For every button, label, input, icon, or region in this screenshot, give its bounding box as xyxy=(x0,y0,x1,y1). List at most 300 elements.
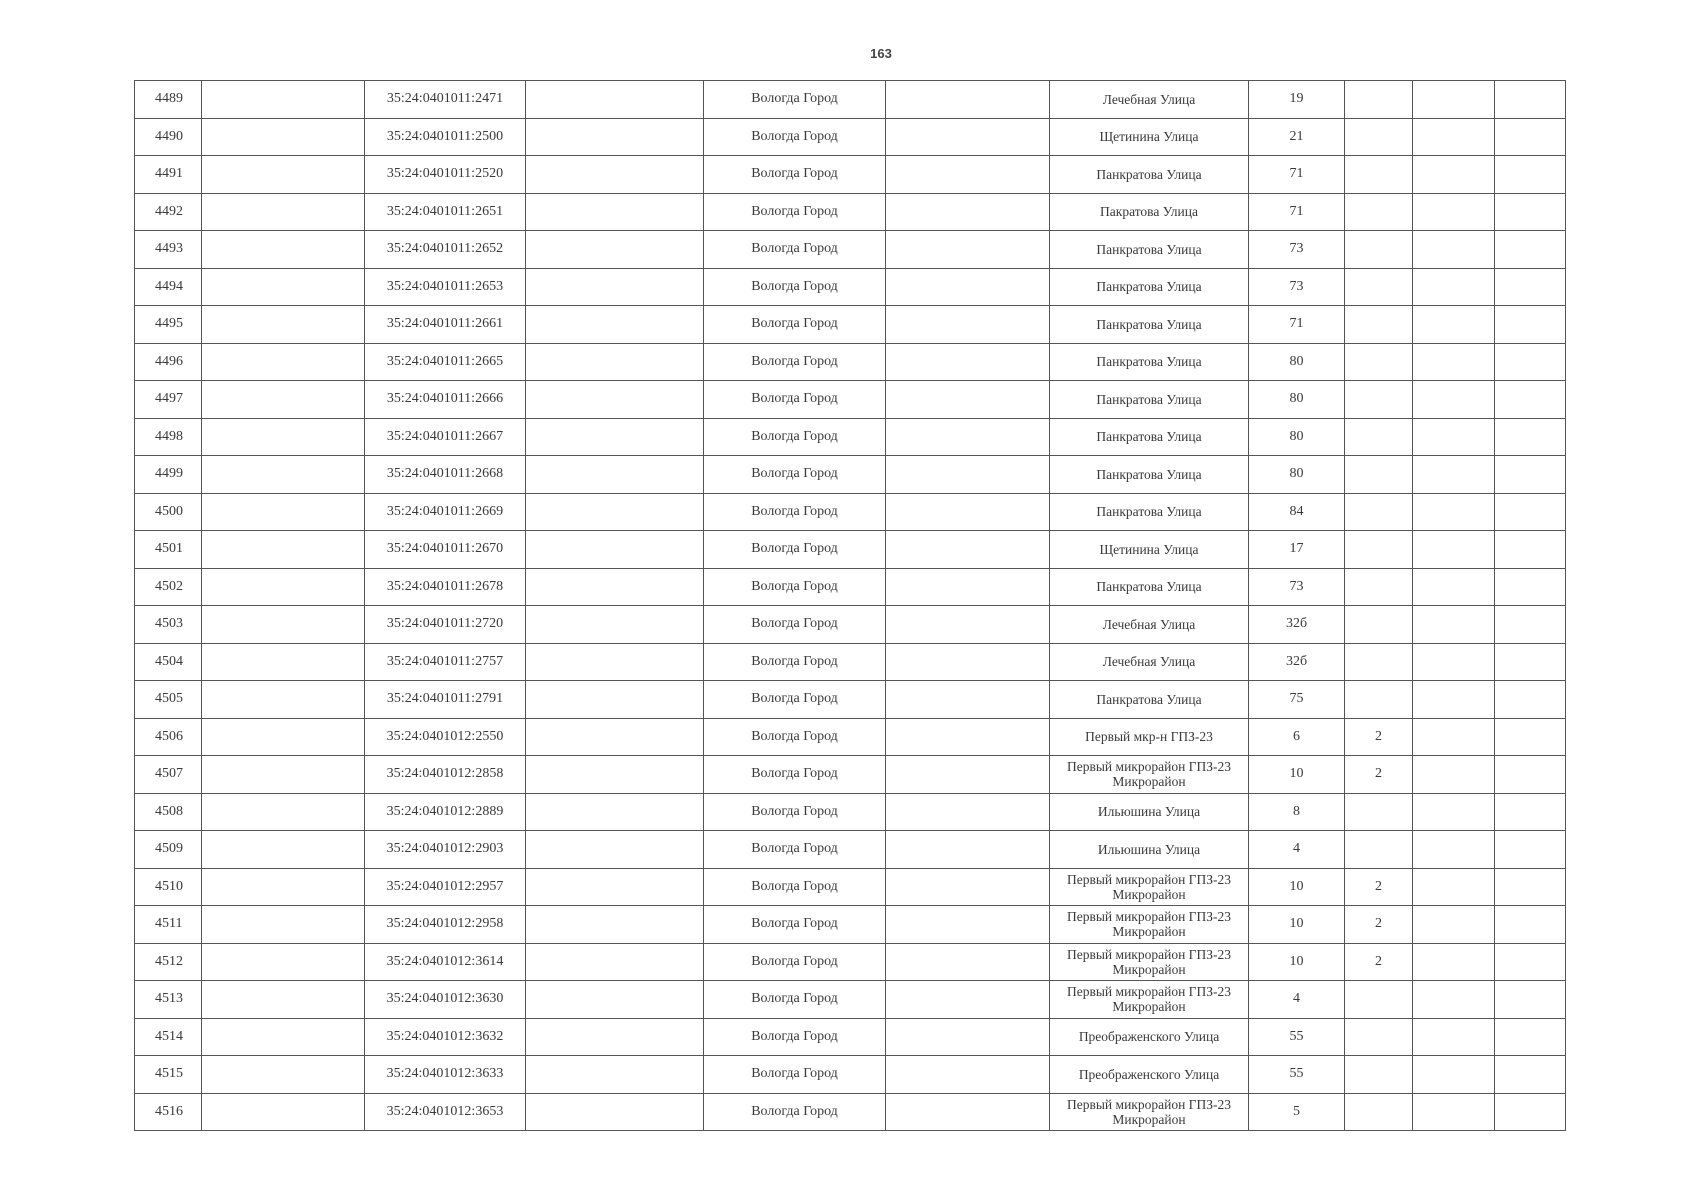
street-cell: Панкратова Улица xyxy=(1050,268,1249,306)
row-number-cell: 4489 xyxy=(135,81,202,119)
street-cell: Панкратова Улица xyxy=(1050,456,1249,494)
empty-cell xyxy=(1495,381,1566,419)
empty-cell xyxy=(1413,756,1495,794)
empty-cell xyxy=(1413,343,1495,381)
house-number-cell: 17 xyxy=(1249,531,1345,569)
empty-cell xyxy=(1495,418,1566,456)
table-row xyxy=(135,643,1566,681)
empty-cell xyxy=(1413,306,1495,344)
table-row xyxy=(135,381,1566,419)
empty-cell xyxy=(526,531,704,569)
locality-cell: Вологда Город xyxy=(704,831,886,869)
row-number-cell: 4508 xyxy=(135,793,202,831)
building-number-cell xyxy=(1345,193,1413,231)
row-number-cell: 4509 xyxy=(135,831,202,869)
empty-cell xyxy=(526,831,704,869)
row-number-cell: 4510 xyxy=(135,868,202,906)
empty-cell xyxy=(1495,118,1566,156)
empty-cell xyxy=(202,1056,365,1094)
locality-cell: Вологда Город xyxy=(704,81,886,119)
empty-cell xyxy=(526,1056,704,1094)
empty-cell xyxy=(526,381,704,419)
empty-cell xyxy=(1413,118,1495,156)
empty-cell xyxy=(202,756,365,794)
building-number-cell: 2 xyxy=(1345,756,1413,794)
cadastral-number-cell: 35:24:0401012:2550 xyxy=(365,718,526,756)
house-number-cell: 84 xyxy=(1249,493,1345,531)
row-number-cell: 4514 xyxy=(135,1018,202,1056)
empty-cell xyxy=(1495,943,1566,981)
empty-cell xyxy=(202,643,365,681)
cadastral-number-cell: 35:24:0401011:2757 xyxy=(365,643,526,681)
empty-cell xyxy=(886,268,1050,306)
building-number-cell xyxy=(1345,231,1413,269)
empty-cell xyxy=(202,493,365,531)
locality-cell: Вологда Город xyxy=(704,268,886,306)
empty-cell xyxy=(1495,643,1566,681)
empty-cell xyxy=(1495,81,1566,119)
empty-cell xyxy=(886,81,1050,119)
cadastral-number-cell: 35:24:0401011:2670 xyxy=(365,531,526,569)
locality-cell: Вологда Город xyxy=(704,868,886,906)
locality-cell: Вологда Город xyxy=(704,943,886,981)
empty-cell xyxy=(1495,718,1566,756)
row-number-cell: 4504 xyxy=(135,643,202,681)
empty-cell xyxy=(526,118,704,156)
empty-cell xyxy=(1413,868,1495,906)
empty-cell xyxy=(1495,868,1566,906)
street-cell: Щетинина Улица xyxy=(1050,118,1249,156)
house-number-cell: 32б xyxy=(1249,606,1345,644)
locality-cell: Вологда Город xyxy=(704,156,886,194)
table-row xyxy=(135,193,1566,231)
empty-cell xyxy=(1495,306,1566,344)
empty-cell xyxy=(526,493,704,531)
empty-cell xyxy=(202,943,365,981)
locality-cell: Вологда Город xyxy=(704,1056,886,1094)
house-number-cell: 73 xyxy=(1249,268,1345,306)
table-row xyxy=(135,568,1566,606)
locality-cell: Вологда Город xyxy=(704,118,886,156)
empty-cell xyxy=(886,531,1050,569)
building-number-cell xyxy=(1345,606,1413,644)
empty-cell xyxy=(202,381,365,419)
locality-cell: Вологда Город xyxy=(704,381,886,419)
empty-cell xyxy=(202,568,365,606)
street-cell: Панкратова Улица xyxy=(1050,493,1249,531)
empty-cell xyxy=(526,718,704,756)
cadastral-number-cell: 35:24:0401011:2667 xyxy=(365,418,526,456)
empty-cell xyxy=(1413,381,1495,419)
empty-cell xyxy=(886,981,1050,1019)
empty-cell xyxy=(202,831,365,869)
empty-cell xyxy=(1495,531,1566,569)
house-number-cell: 6 xyxy=(1249,718,1345,756)
empty-cell xyxy=(886,1018,1050,1056)
street-cell: Панкратова Улица xyxy=(1050,418,1249,456)
empty-cell xyxy=(202,81,365,119)
house-number-cell: 10 xyxy=(1249,943,1345,981)
empty-cell xyxy=(202,418,365,456)
registry-table xyxy=(134,80,1566,1131)
empty-cell xyxy=(1413,531,1495,569)
empty-cell xyxy=(1413,831,1495,869)
locality-cell: Вологда Город xyxy=(704,456,886,494)
street-cell: Первый микрорайон ГПЗ-23 Микрорайон xyxy=(1050,906,1249,944)
empty-cell xyxy=(526,793,704,831)
empty-cell xyxy=(526,193,704,231)
cadastral-number-cell: 35:24:0401012:3630 xyxy=(365,981,526,1019)
empty-cell xyxy=(526,681,704,719)
locality-cell: Вологда Город xyxy=(704,1093,886,1131)
street-cell: Первый микрорайон ГПЗ-23 Микрорайон xyxy=(1050,1093,1249,1131)
empty-cell xyxy=(1413,718,1495,756)
street-cell: Лечебная Улица xyxy=(1050,606,1249,644)
empty-cell xyxy=(886,793,1050,831)
empty-cell xyxy=(886,156,1050,194)
house-number-cell: 71 xyxy=(1249,306,1345,344)
row-number-cell: 4506 xyxy=(135,718,202,756)
row-number-cell: 4511 xyxy=(135,906,202,944)
cadastral-number-cell: 35:24:0401011:2500 xyxy=(365,118,526,156)
empty-cell xyxy=(1495,1093,1566,1131)
empty-cell xyxy=(526,306,704,344)
row-number-cell: 4491 xyxy=(135,156,202,194)
table-row xyxy=(135,1056,1566,1094)
table-row xyxy=(135,681,1566,719)
row-number-cell: 4493 xyxy=(135,231,202,269)
building-number-cell xyxy=(1345,493,1413,531)
house-number-cell: 4 xyxy=(1249,831,1345,869)
street-cell: Первый микрорайон ГПЗ-23 Микрорайон xyxy=(1050,981,1249,1019)
table-row xyxy=(135,868,1566,906)
building-number-cell xyxy=(1345,531,1413,569)
empty-cell xyxy=(1413,1018,1495,1056)
street-cell: Первый мкр-н ГПЗ-23 xyxy=(1050,718,1249,756)
empty-cell xyxy=(202,681,365,719)
empty-cell xyxy=(886,193,1050,231)
empty-cell xyxy=(1413,1093,1495,1131)
cadastral-number-cell: 35:24:0401011:2652 xyxy=(365,231,526,269)
house-number-cell: 4 xyxy=(1249,981,1345,1019)
empty-cell xyxy=(1495,981,1566,1019)
building-number-cell: 2 xyxy=(1345,868,1413,906)
building-number-cell xyxy=(1345,456,1413,494)
empty-cell xyxy=(1495,906,1566,944)
house-number-cell: 55 xyxy=(1249,1056,1345,1094)
empty-cell xyxy=(526,606,704,644)
building-number-cell xyxy=(1345,1093,1413,1131)
building-number-cell xyxy=(1345,118,1413,156)
empty-cell xyxy=(202,268,365,306)
house-number-cell: 55 xyxy=(1249,1018,1345,1056)
street-cell: Панкратова Улица xyxy=(1050,343,1249,381)
empty-cell xyxy=(1495,231,1566,269)
row-number-cell: 4503 xyxy=(135,606,202,644)
street-cell: Первый микрорайон ГПЗ-23 Микрорайон xyxy=(1050,756,1249,794)
cadastral-number-cell: 35:24:0401011:2651 xyxy=(365,193,526,231)
table-row xyxy=(135,306,1566,344)
empty-cell xyxy=(202,906,365,944)
building-number-cell: 2 xyxy=(1345,906,1413,944)
street-cell: Лечебная Улица xyxy=(1050,643,1249,681)
empty-cell xyxy=(202,606,365,644)
cadastral-number-cell: 35:24:0401011:2471 xyxy=(365,81,526,119)
empty-cell xyxy=(202,231,365,269)
building-number-cell xyxy=(1345,156,1413,194)
empty-cell xyxy=(526,981,704,1019)
empty-cell xyxy=(202,156,365,194)
empty-cell xyxy=(526,643,704,681)
locality-cell: Вологда Город xyxy=(704,193,886,231)
empty-cell xyxy=(886,231,1050,269)
house-number-cell: 5 xyxy=(1249,1093,1345,1131)
building-number-cell: 2 xyxy=(1345,718,1413,756)
empty-cell xyxy=(202,306,365,344)
table-row xyxy=(135,81,1566,119)
street-cell: Пакратова Улица xyxy=(1050,193,1249,231)
empty-cell xyxy=(1413,793,1495,831)
building-number-cell xyxy=(1345,793,1413,831)
table-body xyxy=(135,81,1566,1131)
house-number-cell: 80 xyxy=(1249,343,1345,381)
table-row xyxy=(135,831,1566,869)
empty-cell xyxy=(526,231,704,269)
empty-cell xyxy=(886,643,1050,681)
table-row xyxy=(135,531,1566,569)
house-number-cell: 10 xyxy=(1249,906,1345,944)
empty-cell xyxy=(1495,1056,1566,1094)
locality-cell: Вологда Город xyxy=(704,606,886,644)
cadastral-number-cell: 35:24:0401012:3632 xyxy=(365,1018,526,1056)
building-number-cell xyxy=(1345,418,1413,456)
empty-cell xyxy=(886,381,1050,419)
cadastral-number-cell: 35:24:0401011:2520 xyxy=(365,156,526,194)
table-row xyxy=(135,606,1566,644)
house-number-cell: 71 xyxy=(1249,193,1345,231)
empty-cell xyxy=(886,1093,1050,1131)
building-number-cell xyxy=(1345,268,1413,306)
building-number-cell: 2 xyxy=(1345,943,1413,981)
empty-cell xyxy=(202,868,365,906)
table-row xyxy=(135,493,1566,531)
row-number-cell: 4515 xyxy=(135,1056,202,1094)
empty-cell xyxy=(526,81,704,119)
empty-cell xyxy=(526,343,704,381)
cadastral-number-cell: 35:24:0401011:2666 xyxy=(365,381,526,419)
cadastral-number-cell: 35:24:0401011:2653 xyxy=(365,268,526,306)
building-number-cell xyxy=(1345,681,1413,719)
cadastral-number-cell: 35:24:0401012:3633 xyxy=(365,1056,526,1094)
empty-cell xyxy=(1495,493,1566,531)
row-number-cell: 4516 xyxy=(135,1093,202,1131)
locality-cell: Вологда Город xyxy=(704,981,886,1019)
table-row xyxy=(135,981,1566,1019)
empty-cell xyxy=(202,981,365,1019)
building-number-cell xyxy=(1345,1056,1413,1094)
empty-cell xyxy=(1413,681,1495,719)
empty-cell xyxy=(1495,268,1566,306)
locality-cell: Вологда Город xyxy=(704,1018,886,1056)
table-row xyxy=(135,1093,1566,1131)
empty-cell xyxy=(886,681,1050,719)
street-cell: Панкратова Улица xyxy=(1050,568,1249,606)
empty-cell xyxy=(1495,156,1566,194)
row-number-cell: 4512 xyxy=(135,943,202,981)
empty-cell xyxy=(886,306,1050,344)
empty-cell xyxy=(202,343,365,381)
cadastral-number-cell: 35:24:0401012:2903 xyxy=(365,831,526,869)
building-number-cell xyxy=(1345,381,1413,419)
row-number-cell: 4498 xyxy=(135,418,202,456)
house-number-cell: 73 xyxy=(1249,568,1345,606)
empty-cell xyxy=(1413,943,1495,981)
locality-cell: Вологда Город xyxy=(704,493,886,531)
empty-cell xyxy=(1413,456,1495,494)
locality-cell: Вологда Город xyxy=(704,306,886,344)
empty-cell xyxy=(886,1056,1050,1094)
empty-cell xyxy=(1495,831,1566,869)
empty-cell xyxy=(1413,643,1495,681)
street-cell: Панкратова Улица xyxy=(1050,231,1249,269)
row-number-cell: 4494 xyxy=(135,268,202,306)
row-number-cell: 4507 xyxy=(135,756,202,794)
street-cell: Панкратова Улица xyxy=(1050,681,1249,719)
table-row xyxy=(135,118,1566,156)
table-row xyxy=(135,231,1566,269)
empty-cell xyxy=(202,1093,365,1131)
row-number-cell: 4499 xyxy=(135,456,202,494)
cadastral-number-cell: 35:24:0401011:2669 xyxy=(365,493,526,531)
row-number-cell: 4497 xyxy=(135,381,202,419)
row-number-cell: 4500 xyxy=(135,493,202,531)
street-cell: Панкратова Улица xyxy=(1050,156,1249,194)
cadastral-number-cell: 35:24:0401012:3653 xyxy=(365,1093,526,1131)
empty-cell xyxy=(1495,343,1566,381)
row-number-cell: 4501 xyxy=(135,531,202,569)
locality-cell: Вологда Город xyxy=(704,756,886,794)
row-number-cell: 4495 xyxy=(135,306,202,344)
empty-cell xyxy=(526,1093,704,1131)
building-number-cell xyxy=(1345,643,1413,681)
row-number-cell: 4505 xyxy=(135,681,202,719)
table-row xyxy=(135,418,1566,456)
empty-cell xyxy=(526,268,704,306)
cadastral-number-cell: 35:24:0401012:2958 xyxy=(365,906,526,944)
empty-cell xyxy=(1413,606,1495,644)
empty-cell xyxy=(1495,606,1566,644)
cadastral-number-cell: 35:24:0401011:2678 xyxy=(365,568,526,606)
building-number-cell xyxy=(1345,981,1413,1019)
empty-cell xyxy=(1413,1056,1495,1094)
locality-cell: Вологда Город xyxy=(704,718,886,756)
empty-cell xyxy=(1495,756,1566,794)
empty-cell xyxy=(886,906,1050,944)
empty-cell xyxy=(886,868,1050,906)
empty-cell xyxy=(526,1018,704,1056)
empty-cell xyxy=(886,718,1050,756)
locality-cell: Вологда Город xyxy=(704,906,886,944)
cadastral-number-cell: 35:24:0401012:3614 xyxy=(365,943,526,981)
empty-cell xyxy=(1495,681,1566,719)
empty-cell xyxy=(526,756,704,794)
locality-cell: Вологда Город xyxy=(704,231,886,269)
empty-cell xyxy=(202,1018,365,1056)
table-row xyxy=(135,343,1566,381)
table-row xyxy=(135,793,1566,831)
locality-cell: Вологда Город xyxy=(704,531,886,569)
table-row xyxy=(135,943,1566,981)
empty-cell xyxy=(886,756,1050,794)
street-cell: Преображенского Улица xyxy=(1050,1018,1249,1056)
house-number-cell: 73 xyxy=(1249,231,1345,269)
empty-cell xyxy=(1413,981,1495,1019)
cadastral-number-cell: 35:24:0401011:2665 xyxy=(365,343,526,381)
empty-cell xyxy=(886,456,1050,494)
empty-cell xyxy=(1495,456,1566,494)
empty-cell xyxy=(1413,568,1495,606)
empty-cell xyxy=(202,718,365,756)
empty-cell xyxy=(886,606,1050,644)
locality-cell: Вологда Город xyxy=(704,793,886,831)
cadastral-number-cell: 35:24:0401012:2957 xyxy=(365,868,526,906)
locality-cell: Вологда Город xyxy=(704,418,886,456)
empty-cell xyxy=(886,418,1050,456)
house-number-cell: 10 xyxy=(1249,868,1345,906)
cadastral-number-cell: 35:24:0401011:2791 xyxy=(365,681,526,719)
street-cell: Щетинина Улица xyxy=(1050,531,1249,569)
street-cell: Панкратова Улица xyxy=(1050,306,1249,344)
row-number-cell: 4492 xyxy=(135,193,202,231)
empty-cell xyxy=(526,456,704,494)
table-row xyxy=(135,718,1566,756)
house-number-cell: 80 xyxy=(1249,418,1345,456)
row-number-cell: 4496 xyxy=(135,343,202,381)
empty-cell xyxy=(1413,193,1495,231)
empty-cell xyxy=(886,831,1050,869)
building-number-cell xyxy=(1345,343,1413,381)
table-row xyxy=(135,268,1566,306)
empty-cell xyxy=(526,868,704,906)
empty-cell xyxy=(1495,193,1566,231)
empty-cell xyxy=(526,418,704,456)
cadastral-number-cell: 35:24:0401011:2661 xyxy=(365,306,526,344)
empty-cell xyxy=(886,943,1050,981)
empty-cell xyxy=(526,156,704,194)
building-number-cell xyxy=(1345,306,1413,344)
locality-cell: Вологда Город xyxy=(704,643,886,681)
empty-cell xyxy=(1413,156,1495,194)
empty-cell xyxy=(526,943,704,981)
empty-cell xyxy=(1413,493,1495,531)
empty-cell xyxy=(886,118,1050,156)
street-cell: Лечебная Улица xyxy=(1050,81,1249,119)
street-cell: Ильюшина Улица xyxy=(1050,793,1249,831)
row-number-cell: 4490 xyxy=(135,118,202,156)
empty-cell xyxy=(1413,418,1495,456)
empty-cell xyxy=(886,343,1050,381)
table-row xyxy=(135,156,1566,194)
empty-cell xyxy=(202,531,365,569)
row-number-cell: 4502 xyxy=(135,568,202,606)
empty-cell xyxy=(1495,1018,1566,1056)
house-number-cell: 21 xyxy=(1249,118,1345,156)
locality-cell: Вологда Город xyxy=(704,568,886,606)
house-number-cell: 80 xyxy=(1249,381,1345,419)
empty-cell xyxy=(1413,268,1495,306)
empty-cell xyxy=(202,193,365,231)
table-row xyxy=(135,456,1566,494)
